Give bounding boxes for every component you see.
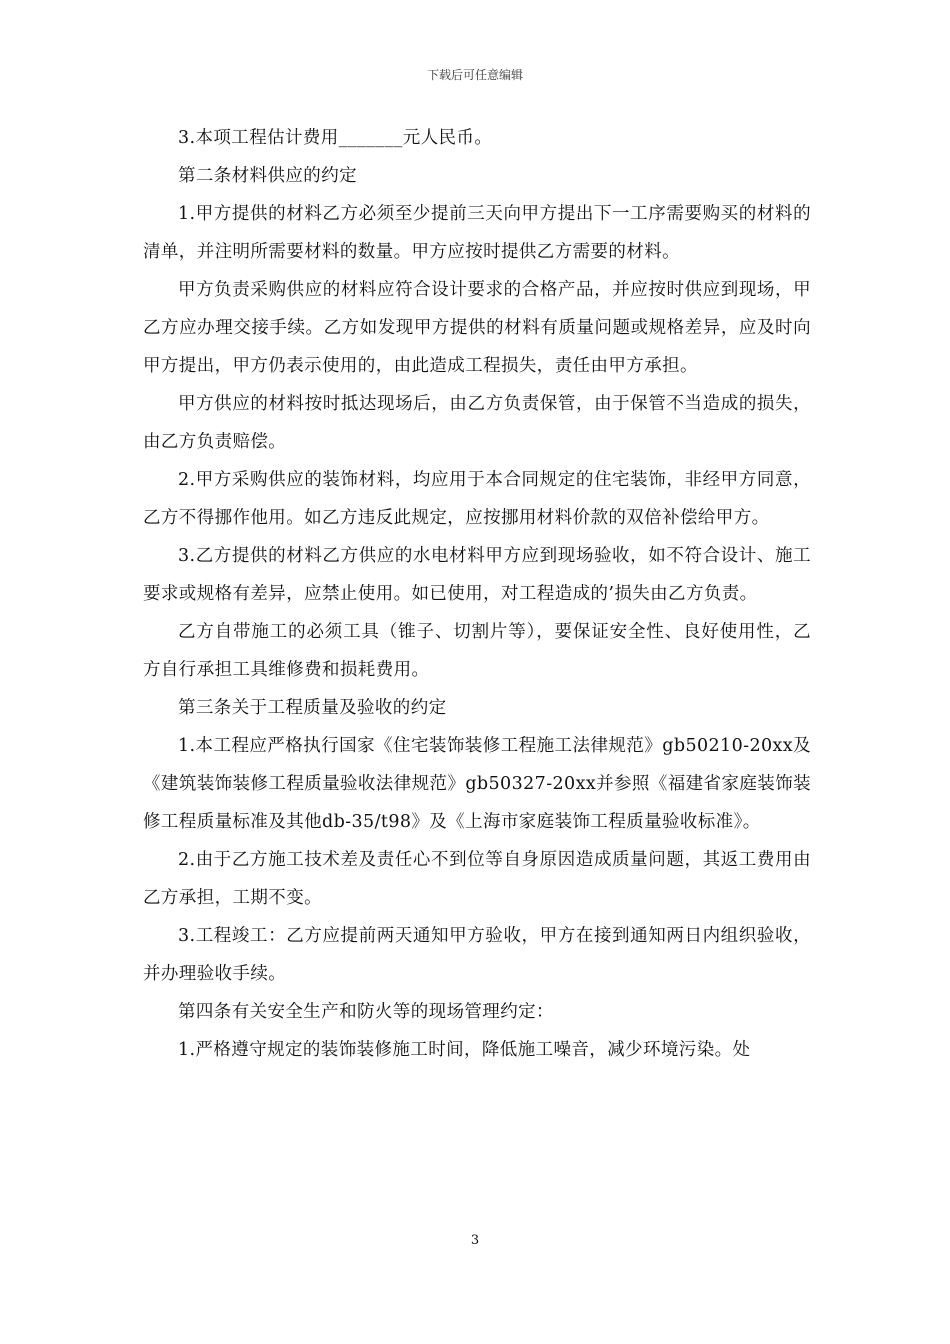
paragraph-storage: 甲方供应的材料按时抵达现场后，由乙方负责保管，由于保管不当造成的损失，由乙方负责赔偿。 (143, 394, 811, 452)
document-body (143, 119, 811, 1069)
paragraph-estimated-cost: 3.本项工程估计费用_______元人民币。 (178, 128, 493, 148)
page-number: 3 (470, 1233, 480, 1248)
paragraph-party-b-materials: 3.乙方提供的材料乙方供应的水电材料甲方应到现场验收，如不符合设计、施工要求或规格有差异，应禁止使用。如已使用，对工程造成的’损失由乙方负责。 (143, 546, 811, 604)
paragraph-tools: 乙方自带施工的必须工具（锥子、切割片等），要保证安全性、良好使用性，乙方自行承担工具维修费和损耗费用。 (143, 622, 811, 680)
paragraph-decoration-materials: 2.甲方采购供应的装饰材料，均应用于本合同规定的住宅装饰，非经甲方同意，乙方不得挪作他用。如乙方违反此规定，应按挪用材料价款的双倍补偿给甲方。 (143, 470, 811, 528)
paragraph-quality-standards: 1.本工程应严格执行国家《住宅装饰装修工程施工法律规范》gb50210-20xx及《建筑装饰装修工程质量验收法律规范》gb50327-20xx并参照《福建省家庭装饰装修工程质量标准及其他db-35/t98》及《上海市家庭装饰工程质量验收标准》。 (143, 736, 811, 832)
section-heading-article-4: 第四条有关安全生产和防火等的现场管理约定： (178, 1002, 554, 1022)
section-heading-article-3: 第三条关于工程质量及验收的约定 (178, 698, 447, 718)
paragraph-material-list: 1.甲方提供的材料乙方必须至少提前三天向甲方提出下一工序需要购买的材料的清单，并注明所需要材料的数量。甲方应按时提供乙方需要的材料。 (143, 204, 811, 262)
paragraph-completion: 3.工程竣工：乙方应提前两天通知甲方验收，甲方在接到通知两日内组织验收，并办理验收手续。 (143, 926, 811, 984)
section-heading-article-2: 第二条材料供应的约定 (178, 166, 357, 186)
paragraph-construction-time: 1.严格遵守规定的装饰装修施工时间，降低施工噪音，减少环境污染。处 (178, 1040, 751, 1060)
paragraph-party-a-procurement: 甲方负责采购供应的材料应符合设计要求的合格产品，并应按时供应到现场，甲乙方应办理交接手续。乙方如发现甲方提供的材料有质量问题或规格差异，应及时向甲方提出，甲方仍表示使用的，由此造成工程损失，责任由甲方承担。 (143, 280, 811, 376)
paragraph-rework: 2.由于乙方施工技术差及责任心不到位等自身原因造成质量问题，其返工费用由乙方承担，工期不变。 (143, 850, 811, 908)
page-header: 下载后可任意编辑 (426, 68, 523, 82)
